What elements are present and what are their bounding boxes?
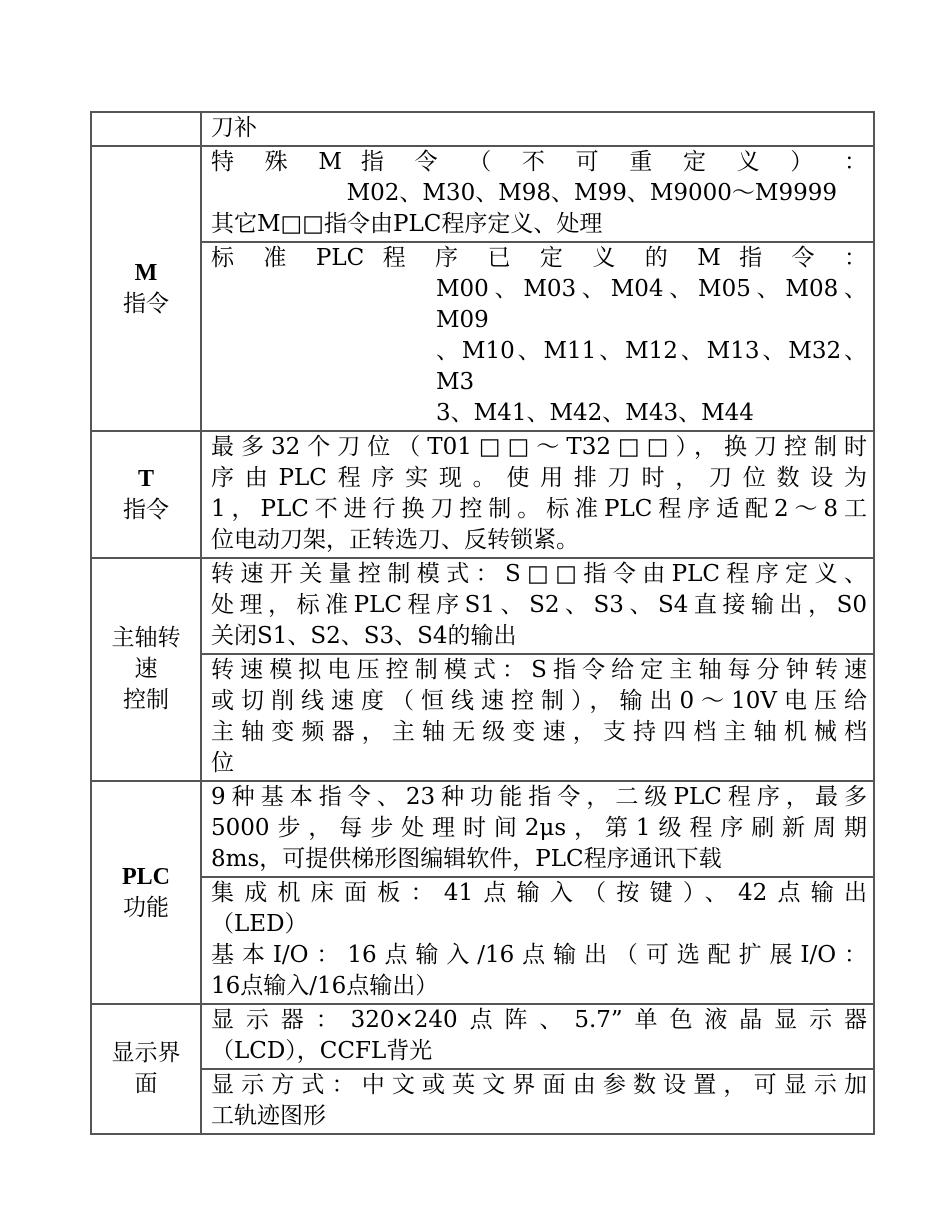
cell-line: 3、M41、M42、M43、M44 xyxy=(436,400,754,426)
category-line: 主轴转 xyxy=(111,625,181,651)
category-line: 速 xyxy=(134,656,158,682)
table-row xyxy=(91,112,874,146)
category-cell-spindle xyxy=(91,558,201,781)
table-row xyxy=(91,1069,874,1134)
cell-line: 集成机床面板：41点输入（按键）、42点输出 xyxy=(211,880,867,906)
table-row xyxy=(91,877,874,1004)
table-row xyxy=(91,781,874,877)
category-cell-display xyxy=(91,1004,201,1134)
cell-line: 9种基本指令、23种功能指令，二级PLC程序，最多 xyxy=(211,784,867,810)
cell-line: 最多32个刀位（T01□□～T32□□），换刀控制时 xyxy=(211,434,867,460)
cell-line: 处理，标准PLC程序S1、S2、S3、S4直接输出，S0 xyxy=(211,592,867,618)
cell-line: 或切削线速度（恒线速控制），输出0～10V电压给 xyxy=(211,688,867,714)
m-standard-cell xyxy=(201,242,874,431)
cell-line: M02、M30、M98、M99、M9000～M9999 xyxy=(346,180,837,206)
cell-line: 、M10、M11、M12、M13、M32、M3 xyxy=(436,338,867,395)
category-cell-m xyxy=(91,146,201,431)
cell-line: （LED） xyxy=(211,911,308,937)
category-sub: 指令 xyxy=(123,290,169,317)
display-hardware-cell xyxy=(201,1004,874,1069)
cell-line: 特 殊 M 指 令 （ 不 可 重 定 义 ） ： xyxy=(211,149,867,175)
category-line: 面 xyxy=(134,1071,158,1097)
cell-line: 位 xyxy=(211,750,234,776)
knife-comp-cell xyxy=(201,112,874,146)
cell-line: 其它M□□指令由PLC程序定义、处理 xyxy=(211,211,603,237)
cell-line: 8ms，可提供梯形图编辑软件，PLC程序通讯下载 xyxy=(211,846,722,872)
category-line: 控制 xyxy=(123,687,169,713)
category-line: 显示界 xyxy=(111,1040,181,1066)
cell-line: M00、M03、M04、M05、M08、M09 xyxy=(436,276,867,333)
cell-line: 位电动刀架，正转选刀、反转锁紧。 xyxy=(211,527,579,553)
spindle-switch-cell xyxy=(201,558,874,654)
cell-line: 显示方式：中文或英文界面由参数设置，可显示加 xyxy=(211,1072,867,1098)
table-row xyxy=(91,558,874,654)
table-row xyxy=(91,431,874,558)
table-row xyxy=(91,146,874,242)
cell-line: 转速模拟电压控制模式：S指令给定主轴每分钟转速 xyxy=(211,657,867,683)
table-row xyxy=(91,242,874,431)
category-main: T xyxy=(137,465,154,492)
plc-io-cell xyxy=(201,877,874,1004)
t-cell xyxy=(201,431,874,558)
display-mode-cell xyxy=(201,1069,874,1134)
cell-text: 刀补 xyxy=(211,115,257,141)
cell-line: 关闭S1、S2、S3、S4的输出 xyxy=(211,623,517,649)
category-main: M xyxy=(134,259,158,286)
m-special-cell xyxy=(201,146,874,242)
category-main: PLC xyxy=(122,863,170,890)
cell-line: 显示器：320×240点阵、5.7”单色液晶显示器 xyxy=(211,1007,867,1033)
category-cell-plc xyxy=(91,781,201,1004)
cell-line: 序由PLC程序实现。使用排刀时，刀位数设为 xyxy=(211,465,867,491)
cell-line: 转速开关量控制模式：S□□指令由PLC程序定义、 xyxy=(211,561,867,587)
category-sub: 指令 xyxy=(123,496,169,523)
plc-instructions-cell xyxy=(201,781,874,877)
category-sub: 功能 xyxy=(123,894,169,921)
cell-line: 工轨迹图形 xyxy=(211,1103,326,1129)
cell-line: 16点输入/16点输出） xyxy=(211,973,439,999)
category-cell-t xyxy=(91,431,201,558)
spindle-analog-cell xyxy=(201,654,874,781)
cell-line: 1，PLC不进行换刀控制。标准PLC程序适配2～8工 xyxy=(211,496,867,522)
spec-table xyxy=(90,111,875,1135)
cell-line: 基本I/O：16点输入/16点输出（可选配扩展I/O： xyxy=(211,942,867,968)
cell-line: 主轴变频器，主轴无级变速，支持四档主轴机械档 xyxy=(211,719,867,745)
category-cell-empty xyxy=(91,112,201,146)
table-row xyxy=(91,654,874,781)
cell-line: 5000步，每步处理时间2μs，第1级程序刷新周期 xyxy=(211,815,867,841)
cell-line: 标 准 PLC 程 序 已 定 义 的 M 指 令 ： xyxy=(211,245,867,271)
table-row xyxy=(91,1004,874,1069)
cell-line: （LCD），CCFL背光 xyxy=(211,1038,433,1064)
